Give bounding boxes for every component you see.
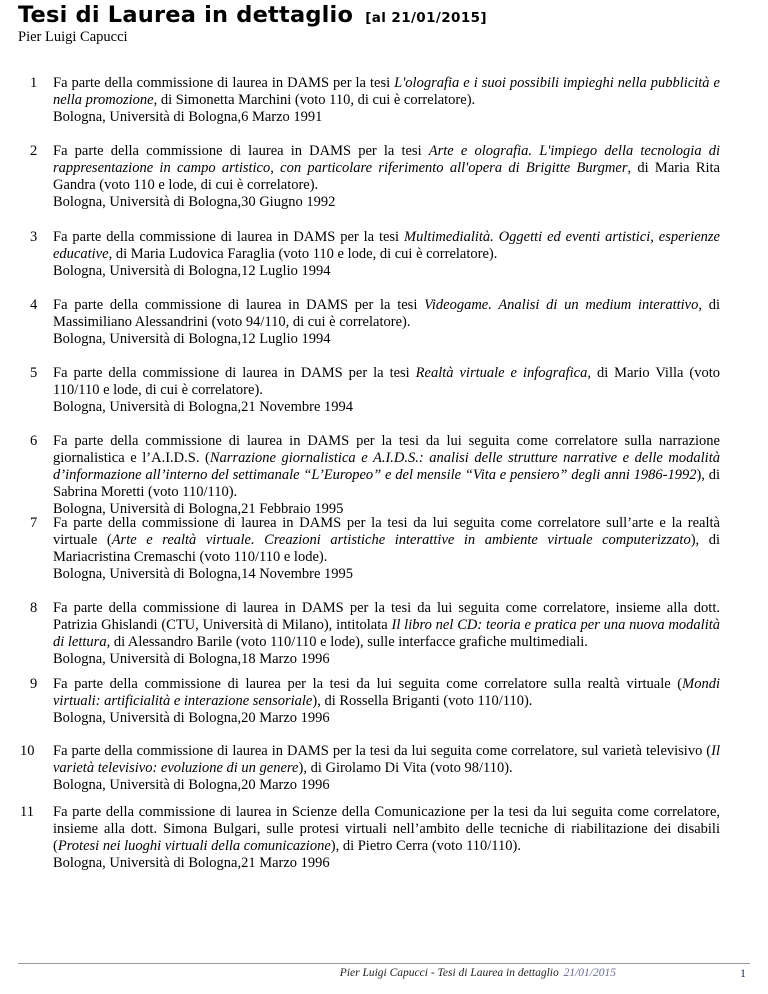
item-number: 5 bbox=[30, 365, 38, 381]
item-text: Fa parte della commissione di laurea in DAMS per la tesi Multimedialità. Oggetti ed eventi artistici, esperienze educative, di Maria Ludovica Faraglia (voto 110 e lode, di cui è correlatore). Bologna, Università di Bologna,12 Luglio 1994 bbox=[53, 229, 720, 279]
item-number: 1 bbox=[30, 75, 38, 91]
item-text: Fa parte della commissione di laurea in DAMS per la tesi Videogame. Analisi di un medium interattivo, di Massimiliano Alessandrini (voto 94/110, di cui è correlatore). Bologna, Università di Bologna,12 Luglio 1994 bbox=[53, 297, 720, 347]
thesis-title: Narrazione giornalistica e A.I.D.S.: analisi delle strutture narrative e delle modalità d’informazione all’interno del settimanale “L’Europeo” e del mensile “Vita e pensiero” degli anni 1986-1992 bbox=[53, 450, 720, 483]
item-location: Bologna, Università di Bologna,21 Marzo 1996 bbox=[53, 855, 330, 871]
item-text: Fa parte della commissione di laurea in DAMS per la tesi Arte e olografia. L'impiego della tecnologia di rappresentazione in campo artistico, con particolare riferimento all'opera di Brigitte Burgmer, di Maria Rita Gandra (voto 110 e lode, di cui è correlatore). Bologna, Università di Bologna,30 Giugno 1992 bbox=[53, 143, 720, 210]
list-item bbox=[20, 433, 720, 518]
thesis-title: Multimedialità. Oggetti ed eventi artistici, esperienze educative bbox=[53, 229, 720, 262]
thesis-title: Arte e realtà virtuale. Creazioni artistiche interattive in ambiente virtuale computerizzato bbox=[111, 532, 691, 548]
list-item bbox=[20, 229, 720, 280]
page-footer bbox=[0, 967, 616, 979]
page-title bbox=[18, 2, 487, 28]
title-text: Tesi di Laurea in dettaglio bbox=[18, 2, 354, 28]
list-item bbox=[20, 143, 720, 211]
item-text: Fa parte della commissione di laurea in DAMS per la tesi da lui seguita come correlatore, insieme alla dott. Patrizia Ghislandi (CTU, Università di Milano), intitolata Il libro nel CD: teoria e pratica per una nuova modalità di lettura, di Alessandro Barile (voto 110/110 e lode), sulle interfacce grafiche multimediali. Bologna, Università di Bologna,18 Marzo 1996 bbox=[53, 600, 720, 667]
item-location: Bologna, Università di Bologna,20 Marzo 1996 bbox=[53, 777, 330, 793]
item-text: Fa parte della commissione di laurea in DAMS per la tesi Realtà virtuale e infografica, di Mario Villa (voto 110/110 e lode, di cui è correlatore). Bologna, Università di Bologna,21 Novembre 1994 bbox=[53, 365, 720, 415]
thesis-title: Il varietà televisivo: evoluzione di un genere bbox=[53, 743, 720, 776]
item-number: 7 bbox=[30, 515, 38, 531]
footer-date: 21/01/2015 bbox=[563, 967, 616, 979]
item-number: 11 bbox=[20, 804, 34, 820]
thesis-title: Il libro nel CD: teoria e pratica per una nuova modalità di lettura bbox=[53, 617, 720, 650]
list-item bbox=[20, 75, 720, 126]
thesis-title: L'olografia e i suoi possibili impieghi nella pubblicità e nella promozione bbox=[53, 75, 720, 108]
list-item bbox=[20, 804, 720, 872]
item-text: Fa parte della commissione di laurea in Scienze della Comunicazione per la tesi da lui seguita come correlatore, insieme alla dott. Simona Bulgari, sulle protesi virtuali nell’ambito delle tecniche di riabilitazione dei disabili (Protesi nei luoghi virtuali della comunicazione), di Pietro Cerra (voto 110/110). Bologna, Università di Bologna,21 Marzo 1996 bbox=[53, 804, 720, 871]
item-number: 4 bbox=[30, 297, 38, 313]
item-number: 9 bbox=[30, 676, 38, 692]
footer-divider bbox=[18, 963, 750, 964]
page-header bbox=[18, 2, 487, 46]
item-location: Bologna, Università di Bologna,12 Luglio 1994 bbox=[53, 331, 331, 347]
thesis-title: Videogame. Analisi di un medium interattivo bbox=[424, 297, 699, 313]
page-number: 1 bbox=[740, 966, 746, 980]
author-name: Pier Luigi Capucci bbox=[18, 29, 128, 45]
item-text: Fa parte della commissione di laurea per la tesi da lui seguita come correlatore sulla realtà virtuale (Mondi virtuali: artificialità e interazione sensoriale), di Rossella Briganti (voto 110/110). Bologna, Università di Bologna,20 Marzo 1996 bbox=[53, 676, 720, 726]
list-item bbox=[20, 365, 720, 416]
item-location: Bologna, Università di Bologna,21 Novembre 1994 bbox=[53, 399, 354, 415]
item-location: Bologna, Università di Bologna,6 Marzo 1991 bbox=[53, 109, 323, 125]
item-location: Bologna, Università di Bologna,20 Marzo 1996 bbox=[53, 710, 330, 726]
list-item bbox=[20, 600, 720, 668]
item-location: Bologna, Università di Bologna,21 Febbraio 1995 bbox=[53, 501, 344, 517]
thesis-title: Mondi virtuali: artificialità e interazione sensoriale bbox=[53, 676, 720, 709]
item-text: Fa parte della commissione di laurea in DAMS per la tesi da lui seguita come correlatore sulla narrazione giornalistica e l’A.I.D.S. (Narrazione giornalistica e A.I.D.S.: analisi delle strutture narrative e delle modalità d’informazione all’interno del settimanale “L’Europeo” e del mensile “Vita e pensiero” degli anni 1986-1992), di Sabrina Moretti (voto 110/110). Bologna, Università di Bologna,21 Febbraio 1995 bbox=[53, 433, 720, 517]
title-date: [al 21/01/2015] bbox=[365, 10, 487, 26]
list-item bbox=[20, 515, 720, 583]
list-item bbox=[20, 743, 720, 794]
item-number: 6 bbox=[30, 433, 38, 449]
item-number: 10 bbox=[20, 743, 35, 759]
item-text: Fa parte della commissione di laurea in DAMS per la tesi da lui seguita come correlatore sull’arte e la realtà virtuale (Arte e realtà virtuale. Creazioni artistiche interattive in ambiente virtuale computerizzato), di Mariacristina Cremaschi (voto 110/110 e lode). Bologna, Università di Bologna,14 Novembre 1995 bbox=[53, 515, 720, 582]
item-text: Fa parte della commissione di laurea in DAMS per la tesi L'olografia e i suoi possibili impieghi nella pubblicità e nella promozione, di Simonetta Marchini (voto 110, di cui è correlatore). Bologna, Università di Bologna,6 Marzo 1991 bbox=[53, 75, 720, 125]
list-item bbox=[20, 676, 720, 727]
footer-text: Pier Luigi Capucci - Tesi di Laurea in dettaglio bbox=[339, 967, 559, 979]
item-number: 2 bbox=[30, 143, 38, 159]
item-number: 8 bbox=[30, 600, 38, 616]
item-location: Bologna, Università di Bologna,18 Marzo 1996 bbox=[53, 651, 330, 667]
item-location: Bologna, Università di Bologna,14 Novembre 1995 bbox=[53, 566, 354, 582]
item-text: Fa parte della commissione di laurea in DAMS per la tesi da lui seguita come correlatore, sul varietà televisivo (Il varietà televisivo: evoluzione di un genere), di Girolamo Di Vita (voto 98/110). Bologna, Università di Bologna,20 Marzo 1996 bbox=[53, 743, 720, 793]
list-item bbox=[20, 297, 720, 348]
item-location: Bologna, Università di Bologna,30 Giugno 1992 bbox=[53, 194, 336, 210]
thesis-title: Arte e olografia. L'impiego della tecnologia di rappresentazione in campo artistico, con particolare riferimento all'opera di Brigitte Burgmer bbox=[53, 143, 720, 176]
thesis-title: Realtà virtuale e infografica bbox=[415, 365, 588, 381]
item-location: Bologna, Università di Bologna,12 Luglio 1994 bbox=[53, 263, 331, 279]
item-number: 3 bbox=[30, 229, 38, 245]
thesis-title: Protesi nei luoghi virtuali della comunicazione bbox=[57, 838, 331, 854]
